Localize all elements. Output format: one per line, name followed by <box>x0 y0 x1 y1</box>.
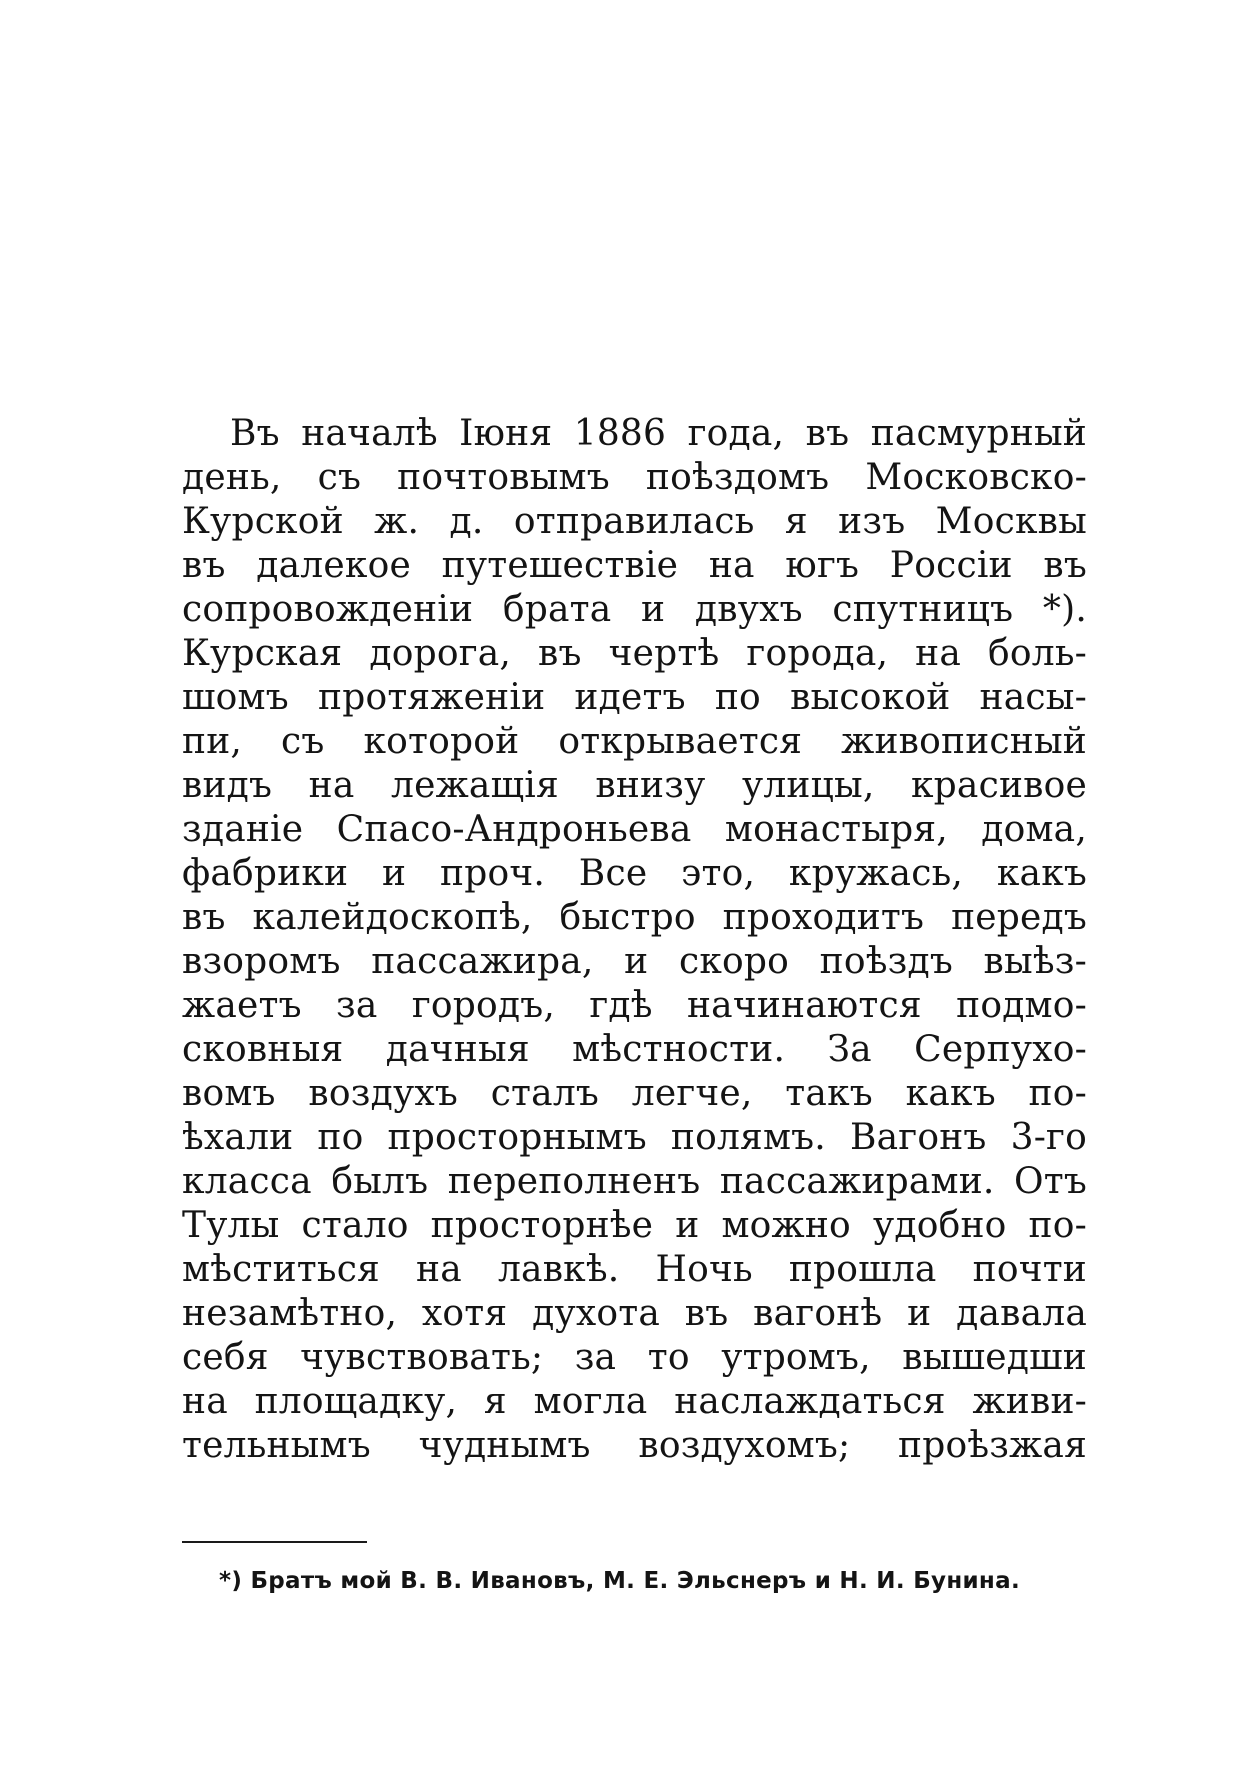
text-line: фабрики и проч. Все это, кружась, какъ <box>182 853 1087 894</box>
text-line: въ далекое путешествіе на югъ Россіи въ <box>182 545 1087 586</box>
footnote: *) Братъ мой В. В. Ивановъ, М. Е. Эльснеръ и Н. И. Бунина. <box>219 1568 1020 1594</box>
text-line: сковныя дачныя мѣстности. За Серпухо- <box>182 1029 1087 1070</box>
text-line: Тулы стало просторнѣе и можно удобно по- <box>182 1205 1087 1246</box>
text-line: Въ началѣ Іюня 1886 года, въ пасмурный <box>230 413 1087 454</box>
text-line: мѣститься на лавкѣ. Ночь прошла почти <box>182 1249 1087 1290</box>
text-line: шомъ протяженіи идетъ по высокой насы- <box>182 677 1087 718</box>
text-line: тельнымъ чуднымъ воздухомъ; проѣзжая <box>182 1425 1087 1466</box>
text-line: ѣхали по просторнымъ полямъ. Вагонъ 3-го <box>182 1117 1087 1158</box>
text-line: себя чувствовать; за то утромъ, вышедши <box>182 1337 1087 1378</box>
text-line: взоромъ пассажира, и скоро поѣздъ выѣз- <box>182 941 1087 982</box>
text-line: видъ на лежащія внизу улицы, красивое <box>182 765 1087 806</box>
text-line: зданіе Спасо-Андроньева монастыря, дома, <box>182 809 1087 850</box>
text-line: день, съ почтовымъ поѣздомъ Московско- <box>182 457 1087 498</box>
text-line: пи, съ которой открывается живописный <box>182 721 1087 762</box>
body-text <box>182 412 1087 1468</box>
text-line: вомъ воздухъ сталъ легче, такъ какъ по- <box>182 1073 1087 1114</box>
text-line: жаетъ за городъ, гдѣ начинаются подмо- <box>182 985 1087 1026</box>
footnote-rule <box>182 1541 367 1543</box>
text-line: класса былъ переполненъ пассажирами. Отъ <box>182 1161 1087 1202</box>
text-line: Курская дорога, въ чертѣ города, на боль- <box>182 633 1087 674</box>
text-line: сопровожденіи брата и двухъ спутницъ *). <box>182 589 1087 630</box>
text-line: Курской ж. д. отправилась я изъ Москвы <box>182 501 1087 542</box>
text-line: въ калейдоскопѣ, быстро проходитъ передъ <box>182 897 1087 938</box>
text-line: незамѣтно, хотя духота въ вагонѣ и давала <box>182 1293 1087 1334</box>
text-line: на площадку, я могла наслаждаться живи- <box>182 1381 1087 1422</box>
